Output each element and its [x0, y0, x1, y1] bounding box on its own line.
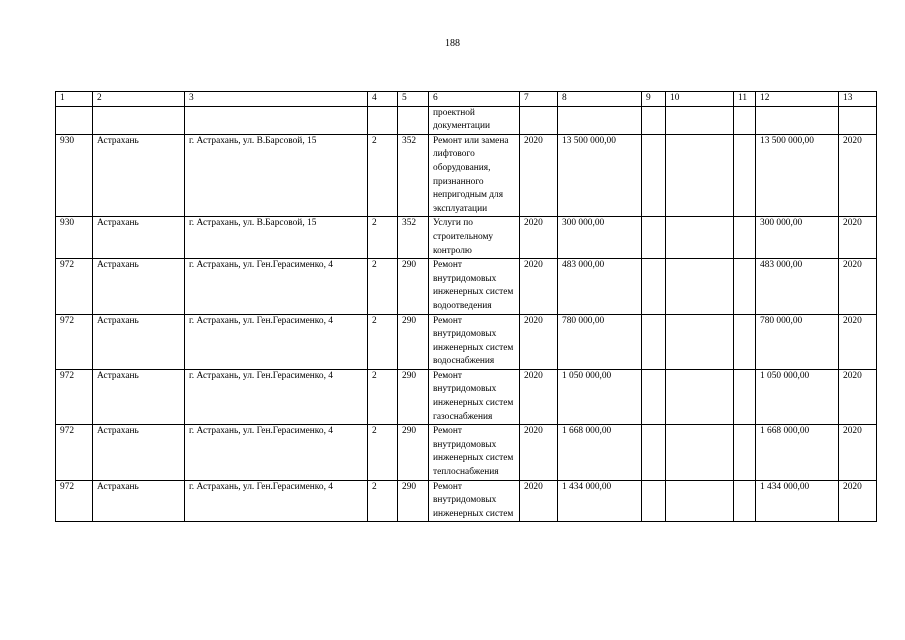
cell-col-11 [734, 259, 756, 314]
cell-year: 2020 [520, 480, 558, 522]
cell-address: г. Астрахань, ул. В.Барсовой, 15 [185, 134, 368, 217]
cell-amount: 780 000,00 [558, 314, 642, 369]
cell-row-id: 972 [56, 369, 93, 424]
cell-city: Астрахань [93, 134, 185, 217]
cell-col-11 [734, 106, 756, 134]
cell-address: г. Астрахань, ул. Ген.Герасименко, 4 [185, 480, 368, 522]
page-number: 188 [445, 38, 460, 49]
cell-row-id: 930 [56, 217, 93, 259]
cell-total: 780 000,00 [756, 314, 839, 369]
cell-col-4: 2 [368, 369, 398, 424]
cell-city: Астрахань [93, 480, 185, 522]
cell-work-type: Ремонт внутридомовых инженерных систем водоснабжения [429, 314, 520, 369]
cell-row-id: 972 [56, 259, 93, 314]
cell-amount: 13 500 000,00 [558, 134, 642, 217]
cell-col-11 [734, 480, 756, 522]
cell-amount: 483 000,00 [558, 259, 642, 314]
cell-col-9 [642, 369, 666, 424]
cell-city: Астрахань [93, 369, 185, 424]
cell-completion-year: 2020 [839, 217, 877, 259]
cell-col-5: 290 [398, 314, 429, 369]
cell-col-9 [642, 106, 666, 134]
cell-amount: 300 000,00 [558, 217, 642, 259]
cell-col-9 [642, 314, 666, 369]
cell-row-id [56, 106, 93, 134]
cell-amount: 1 434 000,00 [558, 480, 642, 522]
column-header-11: 11 [734, 92, 756, 107]
cell-city: Астрахань [93, 314, 185, 369]
cell-total: 13 500 000,00 [756, 134, 839, 217]
cell-amount: 1 668 000,00 [558, 425, 642, 480]
cell-city: Астрахань [93, 259, 185, 314]
cell-col-10 [666, 480, 734, 522]
cell-year: 2020 [520, 134, 558, 217]
cell-year: 2020 [520, 314, 558, 369]
cell-completion-year [839, 106, 877, 134]
cell-address [185, 106, 368, 134]
column-header-13: 13 [839, 92, 877, 107]
cell-address: г. Астрахань, ул. Ген.Герасименко, 4 [185, 369, 368, 424]
cell-completion-year: 2020 [839, 314, 877, 369]
table-row [56, 480, 877, 522]
column-header-12: 12 [756, 92, 839, 107]
cell-row-id: 972 [56, 480, 93, 522]
column-header-2: 2 [93, 92, 185, 107]
table-row [56, 259, 877, 314]
table-header [56, 92, 877, 107]
cell-col-9 [642, 480, 666, 522]
header-row [56, 92, 877, 107]
cell-col-10 [666, 259, 734, 314]
cell-work-type: Ремонт внутридомовых инженерных систем [429, 480, 520, 522]
table-row [56, 369, 877, 424]
cell-year: 2020 [520, 369, 558, 424]
table-row [56, 217, 877, 259]
cell-work-type: Ремонт или замена лифтового оборудования, признанного непригодным для эксплуатации [429, 134, 520, 217]
cell-col-10 [666, 217, 734, 259]
cell-col-4: 2 [368, 480, 398, 522]
column-header-5: 5 [398, 92, 429, 107]
cell-col-10 [666, 369, 734, 424]
registry-table [55, 91, 877, 522]
cell-city [93, 106, 185, 134]
cell-address: г. Астрахань, ул. В.Барсовой, 15 [185, 217, 368, 259]
table-row [56, 106, 877, 134]
cell-col-11 [734, 134, 756, 217]
cell-col-11 [734, 425, 756, 480]
cell-col-9 [642, 259, 666, 314]
cell-col-9 [642, 217, 666, 259]
cell-col-5: 290 [398, 425, 429, 480]
column-header-3: 3 [185, 92, 368, 107]
cell-year: 2020 [520, 259, 558, 314]
cell-col-10 [666, 425, 734, 480]
cell-col-4: 2 [368, 134, 398, 217]
cell-year [520, 106, 558, 134]
cell-work-type: Ремонт внутридомовых инженерных систем водоотведения [429, 259, 520, 314]
cell-completion-year: 2020 [839, 259, 877, 314]
cell-completion-year: 2020 [839, 134, 877, 217]
cell-year: 2020 [520, 425, 558, 480]
column-header-9: 9 [642, 92, 666, 107]
column-header-6: 6 [429, 92, 520, 107]
cell-work-type: проектной документации [429, 106, 520, 134]
cell-col-4 [368, 106, 398, 134]
column-header-7: 7 [520, 92, 558, 107]
cell-col-4: 2 [368, 425, 398, 480]
column-header-4: 4 [368, 92, 398, 107]
cell-col-10 [666, 134, 734, 217]
cell-col-5: 290 [398, 369, 429, 424]
cell-total: 1 434 000,00 [756, 480, 839, 522]
table-body [56, 106, 877, 522]
column-header-1: 1 [56, 92, 93, 107]
cell-col-4: 2 [368, 314, 398, 369]
cell-completion-year: 2020 [839, 425, 877, 480]
cell-work-type: Ремонт внутридомовых инженерных систем газоснабжения [429, 369, 520, 424]
table-row [56, 134, 877, 217]
cell-address: г. Астрахань, ул. Ген.Герасименко, 4 [185, 259, 368, 314]
cell-col-11 [734, 217, 756, 259]
cell-col-5: 290 [398, 259, 429, 314]
cell-work-type: Ремонт внутридомовых инженерных систем теплоснабжения [429, 425, 520, 480]
cell-row-id: 972 [56, 425, 93, 480]
cell-col-11 [734, 369, 756, 424]
cell-col-9 [642, 425, 666, 480]
cell-col-10 [666, 106, 734, 134]
cell-col-5: 352 [398, 217, 429, 259]
cell-work-type: Услуги по строительному контролю [429, 217, 520, 259]
cell-total: 483 000,00 [756, 259, 839, 314]
table-row [56, 314, 877, 369]
cell-year: 2020 [520, 217, 558, 259]
column-header-8: 8 [558, 92, 642, 107]
cell-completion-year: 2020 [839, 480, 877, 522]
table-row [56, 425, 877, 480]
cell-total [756, 106, 839, 134]
cell-col-9 [642, 134, 666, 217]
cell-total: 1 668 000,00 [756, 425, 839, 480]
cell-col-5 [398, 106, 429, 134]
cell-address: г. Астрахань, ул. Ген.Герасименко, 4 [185, 425, 368, 480]
cell-amount [558, 106, 642, 134]
cell-city: Астрахань [93, 217, 185, 259]
cell-total: 300 000,00 [756, 217, 839, 259]
cell-amount: 1 050 000,00 [558, 369, 642, 424]
cell-col-11 [734, 314, 756, 369]
cell-col-4: 2 [368, 259, 398, 314]
cell-row-id: 930 [56, 134, 93, 217]
cell-col-5: 352 [398, 134, 429, 217]
cell-completion-year: 2020 [839, 369, 877, 424]
cell-address: г. Астрахань, ул. Ген.Герасименко, 4 [185, 314, 368, 369]
cell-total: 1 050 000,00 [756, 369, 839, 424]
cell-col-5: 290 [398, 480, 429, 522]
cell-col-4: 2 [368, 217, 398, 259]
column-header-10: 10 [666, 92, 734, 107]
cell-city: Астрахань [93, 425, 185, 480]
cell-col-10 [666, 314, 734, 369]
cell-row-id: 972 [56, 314, 93, 369]
